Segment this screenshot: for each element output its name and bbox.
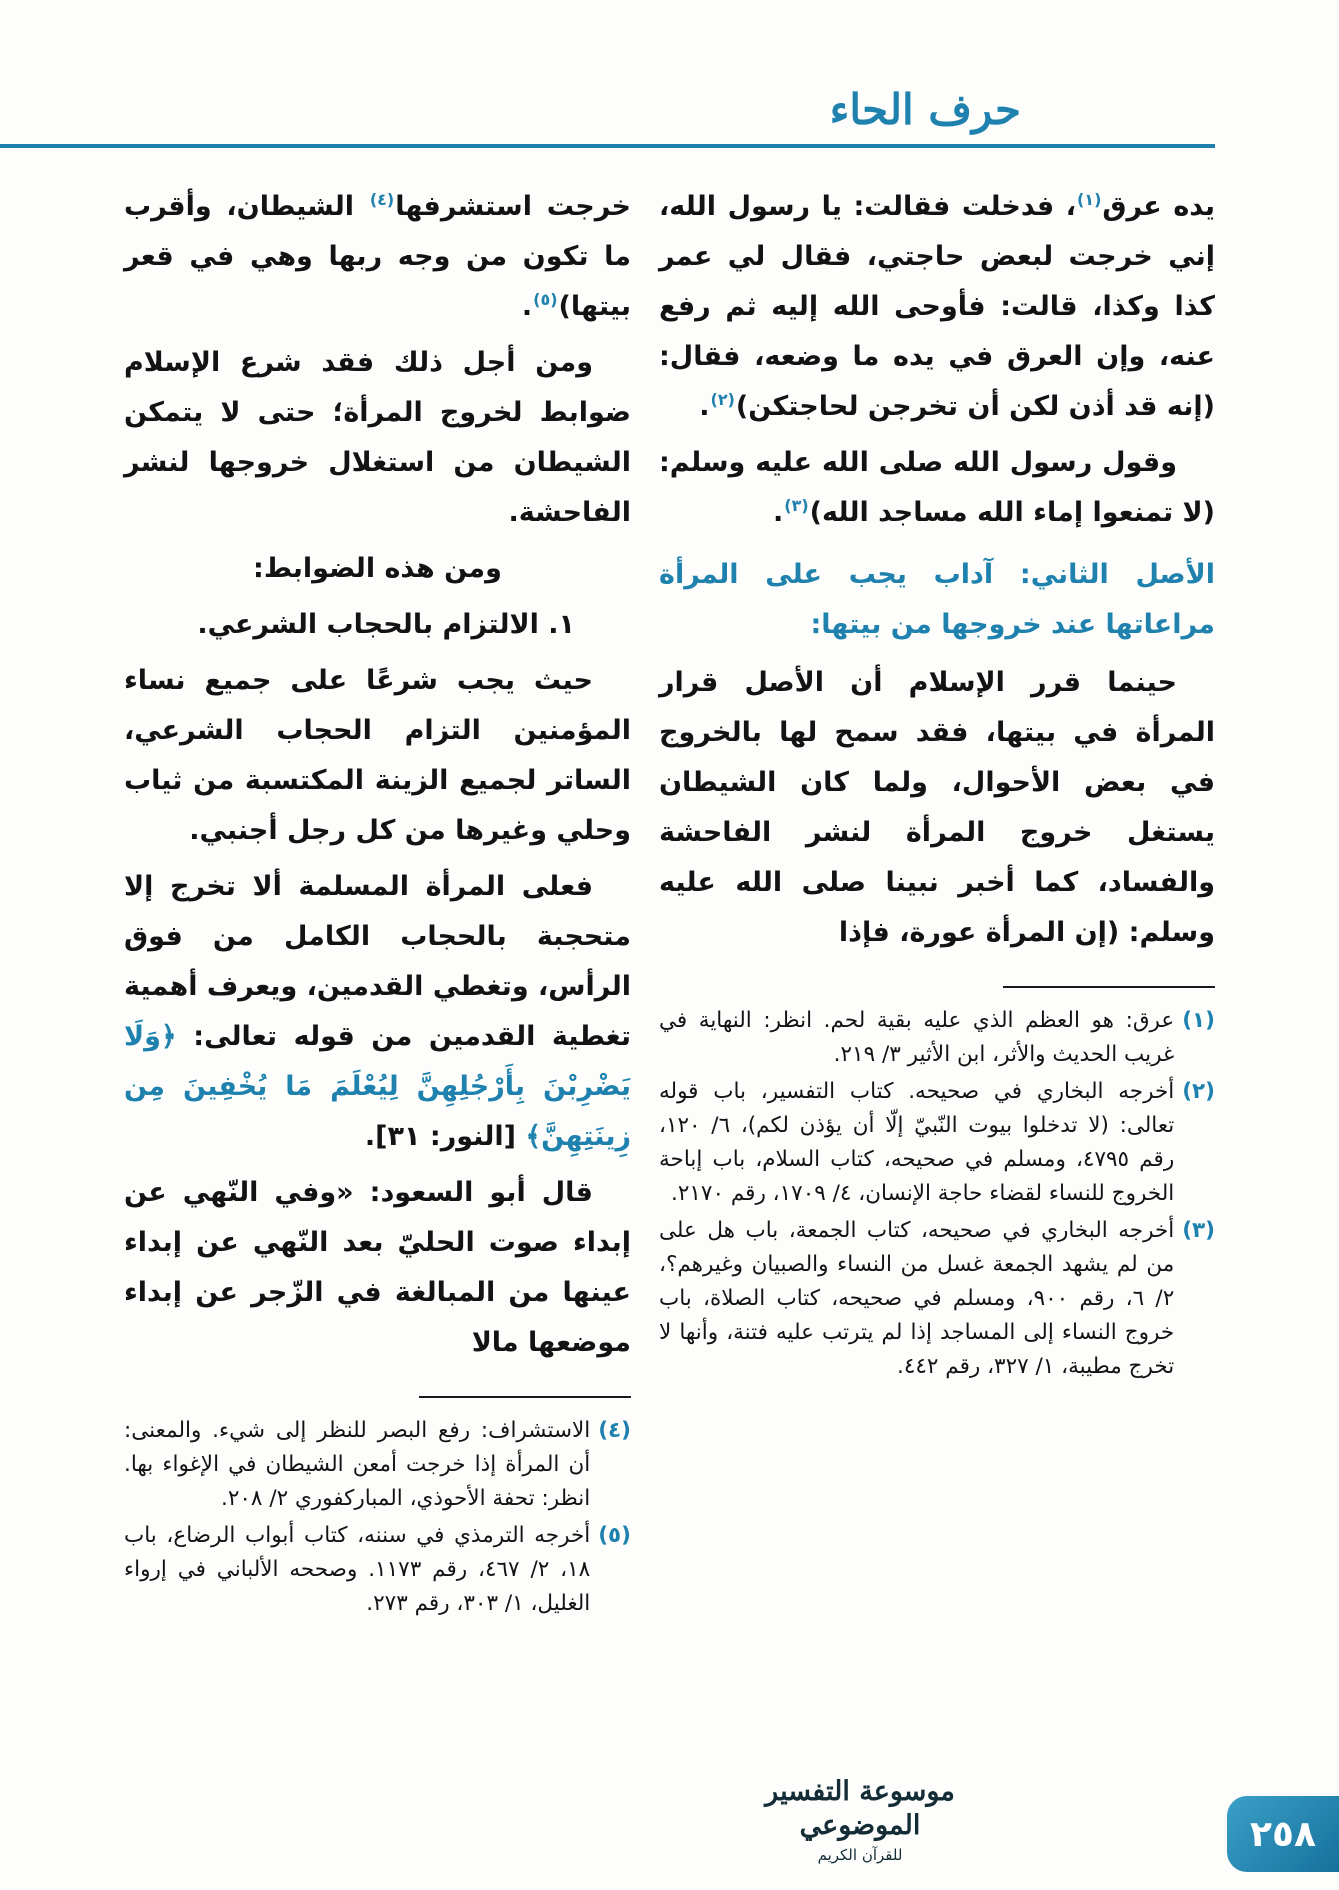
paragraph-hadith-continuation [124, 182, 631, 332]
paragraph-body: ومن أجل ذلك فقد شرع الإسلام ضوابط لخروج المرأة؛ حتى لا يتمكن الشيطان من استغلال خروجها لنشر الفاحشة. [124, 347, 631, 528]
footnote-ref-1: (١) [1076, 190, 1102, 209]
footnote-ref-4: (٤) [369, 190, 395, 209]
footnote-number: (١) [1182, 1008, 1215, 1033]
footnote-number: (٢) [1182, 1079, 1215, 1104]
footnote-item [659, 1075, 1215, 1211]
section-heading: الأصل الثاني: آداب يجب على المرأة مراعاتها عند خروجها من بيتها: [659, 559, 1215, 640]
footnote-text: أخرجه البخاري في صحيحه. كتاب التفسير، باب قوله تعالى: (لا تدخلوا بيوت النّبيّ إلّا أن يؤذن لكم)، ٦/ ١٢٠، رقم ٤٧٩٥، ومسلم في صحيحه، كتاب السلام، باب إباحة الخروج للنساء لقضاء حاجة الإنسان، ٤/ ١٧٠٩، رقم ٢١٧٠. [659, 1079, 1175, 1206]
body-text: وقول رسول الله صلى الله عليه وسلم: (لا تمنعوا إماء الله مساجد الله) [659, 447, 1215, 528]
footnotes-left [124, 1396, 631, 1621]
body-text: ، فدخلت فقالت: يا رسول الله، إني خرجت لبعض حاجتي، فقال لي عمر كذا وكذا، قالت: فأوحى الله إليه ثم رفع عنه، وإن العرق في يده ما وضعه، فقال: (إنه قد أذن لكن أن تخرجن لحاجتكن) [659, 191, 1215, 422]
body-text: خرجت استشرفها [395, 191, 632, 222]
footnote-divider [1003, 986, 1215, 988]
page-header [0, 0, 1339, 148]
paragraph-hadith-continuation [659, 182, 1215, 432]
footnote-ref-2: (٢) [710, 390, 735, 409]
footnote-item [124, 1519, 631, 1621]
chapter-title: حرف الحاء [829, 85, 1021, 134]
footnote-ref-3: (٣) [784, 496, 809, 515]
two-column-body [0, 148, 1339, 1624]
footnote-text: الاستشراف: رفع البصر للنظر إلى شيء. والمعنى: أن المرأة إذا خرجت أمعن الشيطان في الإغواء بها. انظر: تحفة الأحوذي، المباركفوري ٢/ ٢٠٨. [124, 1418, 591, 1511]
body-text: . [521, 291, 533, 322]
page-number-badge: ٢٥٨ [1227, 1796, 1339, 1872]
paragraph-hadith-quote [659, 438, 1215, 538]
right-column [659, 182, 1215, 1387]
publisher-logo-subtitle: للقرآن الكريم [817, 1846, 903, 1864]
publisher-logo-title: موسوعة التفسير الموضوعي [765, 1776, 955, 1841]
footnote-number: (٤) [598, 1418, 631, 1443]
list-item-1: ١. الالتزام بالحجاب الشرعي. [197, 609, 575, 640]
body-text: . [773, 497, 784, 528]
footnotes-right [659, 986, 1215, 1384]
publisher-logo [765, 1775, 955, 1864]
paragraph-body: حيث يجب شرعًا على جميع نساء المؤمنين التزام الحجاب الشرعي، الساتر لجميع الزينة المكتسبة من ثياب وحلي وغيرها من كل رجل أجنبي. [124, 665, 631, 846]
body-text: فعلى المرأة المسلمة ألا تخرج إلا متحجبة بالحجاب الكامل من فوق الرأس، وتغطي القدمين، ويعرف أهمية تغطية القدمين من قوله تعالى: [124, 871, 631, 1052]
paragraph-body: حينما قرر الإسلام أن الأصل قرار المرأة في بيتها، فقد سمح لها بالخروج في بعض الأحوال، ولما كان الشيطان يستغل خروج المرأة لنشر الفاحشة والفساد، كما أخبر نبينا صلى الله عليه وسلم: (إن المرأة عورة، فإذا [659, 667, 1215, 948]
quran-verse: ﴿وَلَا يَضْرِبْنَ بِأَرْجُلِهِنَّ لِيُعْلَمَ مَا يُخْفِينَ مِن زِينَتِهِنَّ﴾ [124, 1021, 631, 1152]
left-column [124, 182, 631, 1624]
footnote-item [659, 1214, 1215, 1384]
footnote-item [124, 1414, 631, 1516]
footnote-number: (٣) [1182, 1218, 1215, 1243]
paragraph-quote-abu-saud: قال أبو السعود: «وفي النّهي عن إبداء صوت الحليّ بعد النّهي عن إبداء عينها من المبالغة في الزّجر عن إبداء موضعها مالا [124, 1177, 631, 1358]
footnote-ref-5: (٥) [533, 290, 558, 309]
verse-reference: [النور: ٣١]. [364, 1121, 526, 1152]
footnote-divider [419, 1396, 631, 1398]
body-text: يده عرق [1102, 191, 1215, 222]
footnote-text: أخرجه الترمذي في سننه، كتاب أبواب الرضاع، باب ١٨، ٢/ ٤٦٧، رقم ١١٧٣. وصححه الألباني في إرواء الغليل، ١/ ٣٠٣، رقم ٢٧٣. [124, 1523, 591, 1616]
footnote-text: أخرجه البخاري في صحيحه، كتاب الجمعة، باب هل على من لم يشهد الجمعة غسل من النساء والصبيان وغيرهم؟، ٢/ ٦، رقم ٩٠٠، ومسلم في صحيحه، كتاب الصلاة، باب خروج النساء إلى المساجد إذا لم يترتب عليه فتنة، وأنها لا تخرج مطيبة، ١/ ٣٢٧، رقم ٤٤٢. [659, 1218, 1175, 1379]
footnote-text: عرق: هو العظم الذي عليه بقية لحم. انظر: النهاية في غريب الحديث والأثر، ابن الأثير ٣/ ٢١٩. [659, 1008, 1175, 1067]
paragraph-lead-in: ومن هذه الضوابط: [253, 553, 502, 584]
body-text: الشيطان، وأقرب ما تكون من وجه ربها وهي في قعر بيتها) [124, 191, 631, 322]
footnote-number: (٥) [598, 1523, 631, 1548]
body-text: . [699, 391, 710, 422]
footnote-item [659, 1004, 1215, 1072]
paragraph-with-verse [124, 862, 631, 1162]
